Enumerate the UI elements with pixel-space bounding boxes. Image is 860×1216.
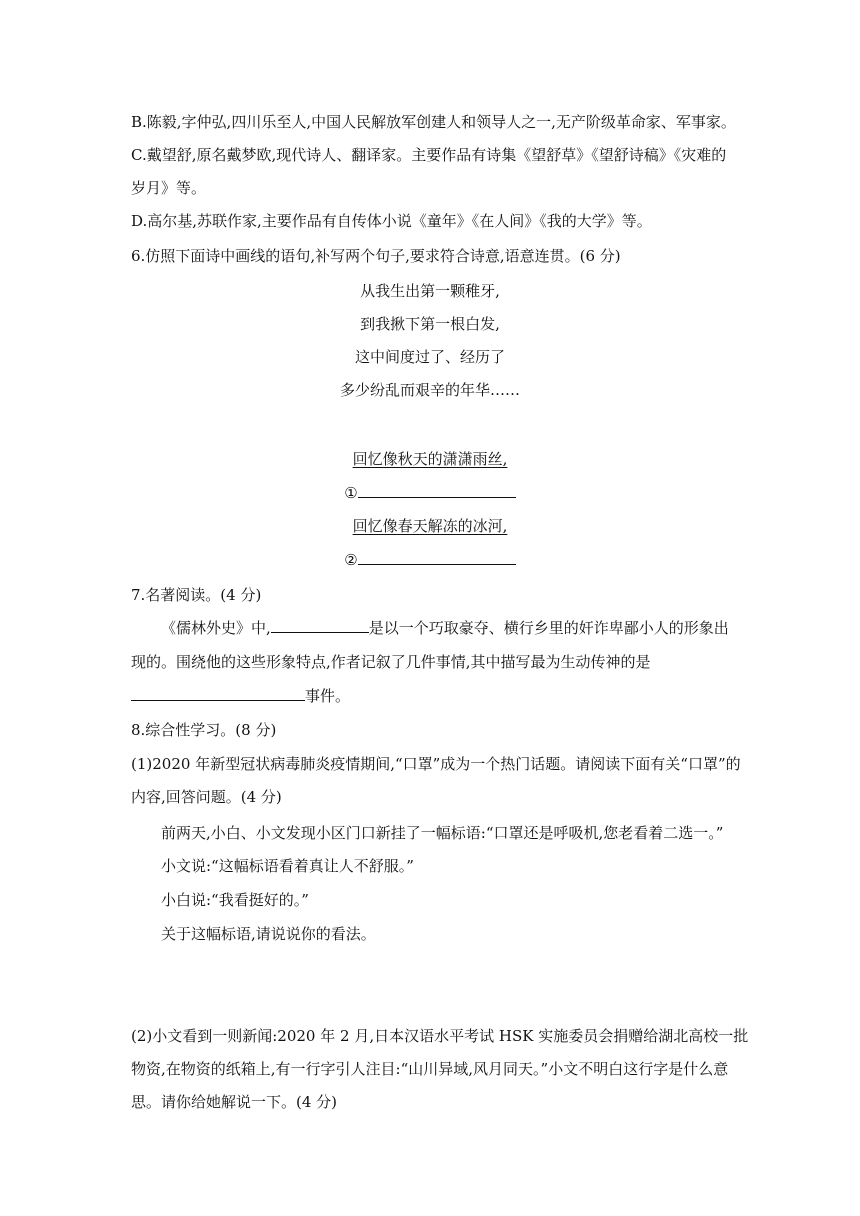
underlined-text: 回忆像秋天的潇潇雨丝, bbox=[352, 450, 508, 468]
option-d: D.高尔基,苏联作家,主要作品有自传体小说《童年》《在人间》《我的大学》等。 bbox=[131, 212, 652, 230]
question-7-line3 bbox=[131, 685, 731, 707]
question-8-part1-line1: (1)2020 年新型冠状病毒肺炎疫情期间,“口罩”成为一个热门话题。请阅读下面有关“口罩”的 bbox=[131, 755, 741, 773]
underlined-poem-line-1 bbox=[0, 448, 860, 470]
question-8-part1-sentence1: 前两天,小白、小文发现小区门口新挂了一幅标语:“口罩还是呼吸机,您老看着二选一。” bbox=[161, 824, 724, 842]
q7-text: 事件。 bbox=[305, 687, 351, 705]
answer-line-1[interactable] bbox=[0, 482, 860, 504]
option-c-line1: C.戴望舒,原名戴梦欧,现代诗人、翻译家。主要作品有诗集《望舒草》《望舒诗稿》《灾难的 bbox=[131, 146, 727, 164]
option-b: B.陈毅,字仲弘,四川乐至人,中国人民解放军创建人和领导人之一,无产阶级革命家、军事家。 bbox=[131, 113, 736, 131]
underlined-poem-line-2 bbox=[0, 515, 860, 537]
poem-line: 从我生出第一颗稚牙, bbox=[360, 282, 500, 300]
poem-line: 到我揪下第一根白发, bbox=[360, 315, 500, 333]
answer-blank-character[interactable] bbox=[271, 618, 369, 633]
question-8-prompt: 8.综合性学习。(8 分) bbox=[131, 721, 277, 739]
q7-text: 是以一个巧取豪夺、横行乡里的奸诈卑鄙小人的形象出 bbox=[368, 619, 729, 637]
answer-label-1: ① bbox=[344, 484, 358, 502]
q7-text: 《儒林外史》中, bbox=[161, 619, 271, 637]
poem-line: 这中间度过了、经历了 bbox=[354, 348, 505, 366]
question-8-part1-line2: 内容,回答问题。(4 分) bbox=[131, 788, 282, 806]
answer-label-2: ② bbox=[344, 551, 358, 569]
question-8-part2-line2: 物资,在物资的纸箱上,有一行字引人注目:“山川异域,风月同天。”小文不明白这行字是什么意 bbox=[131, 1060, 729, 1078]
underlined-text: 回忆像春天解冻的冰河, bbox=[352, 517, 508, 535]
question-8-part1-sentence3: 小白说:“我看挺好的。” bbox=[161, 891, 309, 909]
question-8-part1-sentence2: 小文说:“这幅标语看着真让人不舒服。” bbox=[161, 857, 414, 875]
answer-blank-event[interactable] bbox=[131, 686, 305, 701]
option-c-line2: 岁月》等。 bbox=[131, 179, 207, 197]
answer-line-2[interactable] bbox=[0, 549, 860, 571]
question-8-part2-line3: 思。请你给她解说一下。(4 分) bbox=[131, 1093, 338, 1111]
question-7-prompt: 7.名著阅读。(4 分) bbox=[131, 586, 262, 604]
poem-line: 多少纷乱而艰辛的年华…… bbox=[339, 381, 520, 399]
question-7-line2: 现的。围绕他的这些形象特点,作者记叙了几件事情,其中描写最为生动传神的是 bbox=[131, 653, 651, 671]
question-7-line1 bbox=[161, 617, 761, 639]
answer-blank-2[interactable] bbox=[358, 550, 516, 565]
question-8-part1-sentence4: 关于这幅标语,请说说你的看法。 bbox=[161, 925, 376, 943]
answer-blank-1[interactable] bbox=[358, 483, 516, 498]
question-8-part2-line1: (2)小文看到一则新闻:2020 年 2 月,日本汉语水平考试 HSK 实施委员会捐赠给湖北高校一批 bbox=[131, 1027, 749, 1045]
question-6-prompt: 6.仿照下面诗中画线的语句,补写两个句子,要求符合诗意,语意连贯。(6 分) bbox=[131, 247, 621, 265]
